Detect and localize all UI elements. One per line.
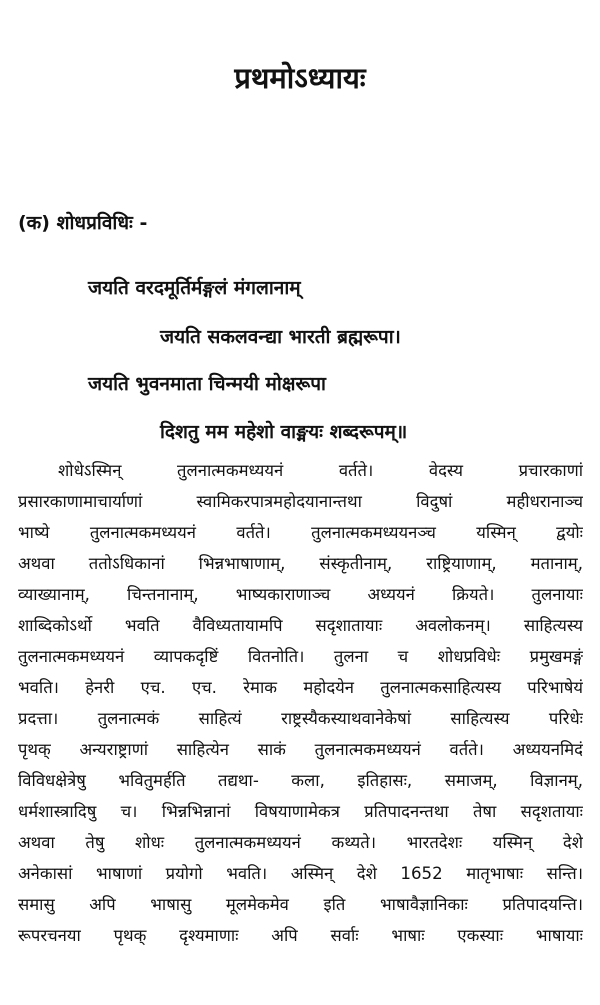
paragraph-line: अथवा ततोऽधिकानां भिन्नभाषाणाम्, संस्कृतीनाम्, राष्ट्रियाणाम्, मतानाम्, bbox=[18, 554, 583, 573]
paragraph-line: अथवा तेषु शोधः तुलनात्मकमध्ययनं कथ्यते। भारतदेशः यस्मिन् देशे bbox=[18, 833, 583, 852]
paragraph-line: अनेकासां भाषाणां प्रयोगो भवति। अस्मिन् देशे 1652 मातृभाषाः सन्ति। bbox=[18, 864, 583, 883]
paragraph-line: प्रसारकाणामाचार्याणां स्वामिकरपात्रमहोदयानान्तथा विदुषां महीधरानाञ्च bbox=[18, 492, 583, 511]
paragraph-line: भाष्ये तुलनात्मकमध्ययनं वर्तते। तुलनात्मकमध्ययनञ्च यस्मिन् द्वयोः bbox=[18, 523, 583, 542]
verse-line-2: जयति सकलवन्द्या भारती ब्रह्मरूपा। bbox=[160, 326, 401, 348]
chapter-title: प्रथमोऽध्यायः bbox=[234, 61, 366, 95]
paragraph-line: पृथक् अन्यराष्ट्राणां साहित्येन साकं तुलनात्मकमध्ययनं वर्तते। अध्ययनमिदं bbox=[18, 740, 583, 759]
paragraph-line: व्याख्यानाम्, चिन्तनानाम्, भाष्यकाराणाञ्च अध्ययनं क्रियते। तुलनायाः bbox=[18, 585, 583, 604]
paragraph-line: धर्मशास्त्रादिषु च। भिन्नभिन्नानां विषयाणामेकत्र प्रतिपादनन्तथा तेषा सदृशतायाः bbox=[18, 802, 583, 821]
paragraph-line: शाब्दिकोऽर्थो भवति वैविध्यतायामपि सदृशातायाः अवलोकनम्। साहित्यस्य bbox=[18, 616, 583, 635]
paragraph-line: प्रदत्ता। तुलनात्मकं साहित्यं राष्ट्रस्यैकस्याथवानेकेषां साहित्यस्य परिधेः bbox=[18, 709, 583, 728]
paragraph-line: तुलनात्मकमध्ययनं व्यापकदृष्टिं वितनोति। तुलना च शोधप्रविधेः प्रमुखमङ्गं bbox=[18, 647, 583, 666]
paragraph-line: समासु अपि भाषासु मूलमेकमेव इति भाषावैज्ञानिकाः प्रतिपादयन्ति। bbox=[18, 895, 583, 914]
body-paragraph bbox=[18, 455, 583, 951]
verse-line-4: दिशतु मम महेशो वाङ्मयः शब्दरूपम्॥ bbox=[160, 421, 408, 443]
paragraph-line: शोधेऽस्मिन् तुलनात्मकमध्ययनं वर्तते। वेदस्य प्रचारकाणां bbox=[58, 461, 583, 480]
paragraph-line: भवति। हेनरी एच. एच. रेमाक महोदयेन तुलनात्मकसाहित्यस्य परिभाषेयं bbox=[18, 678, 583, 697]
paragraph-line: विविधक्षेत्रेषु भवितुमर्हति तद्यथा- कला, इतिहासः, समाजम्, विज्ञानम्, bbox=[18, 771, 583, 790]
verse-line-3: जयति भुवनमाता चिन्मयी मोक्षरूपा bbox=[88, 373, 326, 395]
section-heading: (क) शोधप्रविधिः - bbox=[18, 212, 148, 234]
paragraph-line: रूपरचनया पृथक् दृश्यमाणाः अपि सर्वाः भाषाः एकस्याः भाषायाः bbox=[18, 926, 583, 945]
verse-line-1: जयति वरदमूर्तिर्मङ्गलं मंगलानाम् bbox=[88, 277, 301, 299]
